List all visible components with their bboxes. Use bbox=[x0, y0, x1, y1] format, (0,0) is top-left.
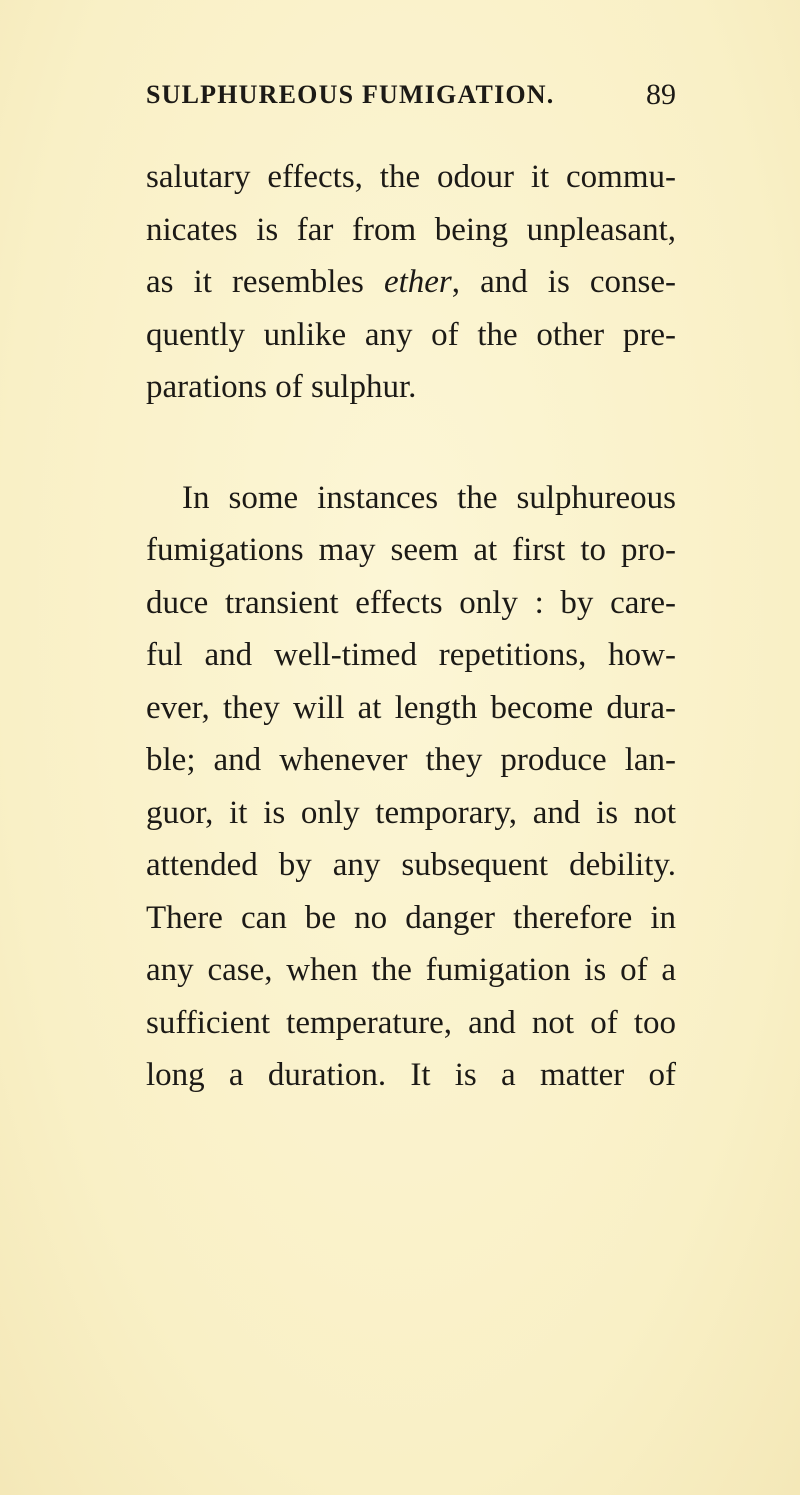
text-line: In some instances the sulphureous bbox=[182, 479, 676, 516]
text-line: nicates is far from being unpleasant, bbox=[146, 211, 676, 248]
body-text bbox=[146, 151, 676, 1102]
text-line: guor, it is only temporary, and is not bbox=[146, 794, 676, 831]
text-segment: as it resembles bbox=[146, 264, 384, 300]
text-line: salutary effects, the odour it commu- bbox=[146, 159, 676, 195]
paragraph-1 bbox=[146, 151, 676, 414]
text-line: ble; and whenever they produce lan- bbox=[146, 742, 676, 778]
text-line: quently unlike any of the other pre- bbox=[146, 316, 676, 353]
text-line: duce transient effects only : by care- bbox=[146, 584, 676, 621]
paragraph-gap bbox=[146, 414, 676, 472]
text-line: long a duration. It is a matter of bbox=[146, 1057, 676, 1093]
running-head bbox=[146, 80, 676, 120]
paragraph-2 bbox=[146, 472, 676, 1102]
text-line: any case, when the fumigation is of a bbox=[146, 952, 676, 988]
text-line: fumigations may seem at first to pro- bbox=[146, 532, 676, 568]
text-line: ful and well-timed repetitions, how- bbox=[146, 637, 676, 673]
text-line: attended by any subsequent debility. bbox=[146, 847, 676, 883]
text-line: parations of sulphur. bbox=[146, 369, 417, 405]
italic-word: ether bbox=[383, 264, 452, 300]
text-line: There can be no danger therefore in bbox=[146, 899, 676, 936]
text-line bbox=[146, 256, 676, 309]
text-line: ever, they will at length become dura- bbox=[146, 689, 676, 726]
page-number: 89 bbox=[646, 78, 676, 111]
text-line: sufficient temperature, and not of too bbox=[146, 1004, 676, 1041]
running-title: SULPHUREOUS FUMIGATION. bbox=[146, 80, 555, 109]
text-segment: , and is conse- bbox=[451, 264, 676, 300]
